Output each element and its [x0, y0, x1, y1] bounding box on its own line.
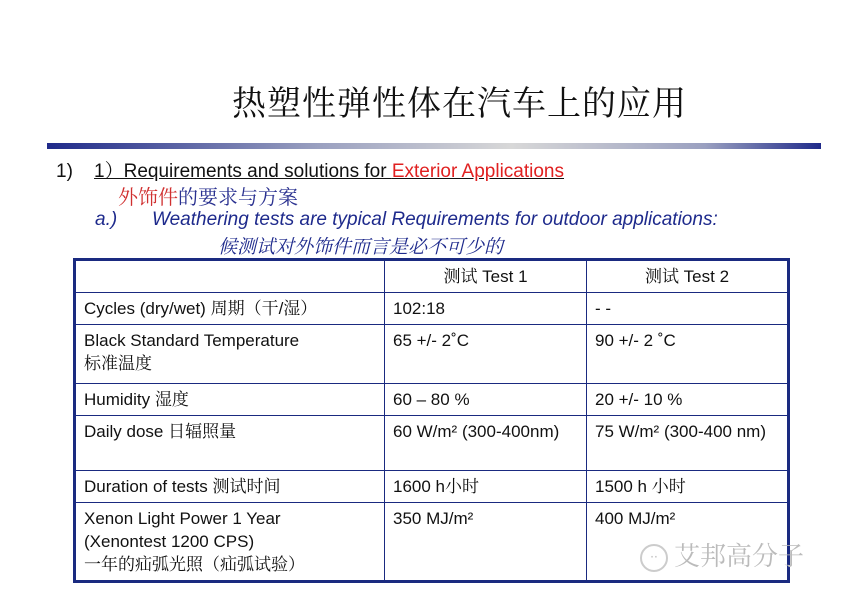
- row-label: [75, 503, 385, 582]
- item-a-cn: 候测试对外饰件而言是必不可少的: [218, 237, 504, 258]
- table-row: [75, 471, 789, 503]
- test2-value: 75 W/m² (300-400 nm): [587, 416, 789, 471]
- label-en: Xenon Light Power 1 Year: [84, 509, 281, 528]
- test2-value: 1500 h 小时: [587, 471, 789, 503]
- row-label: Daily dose 日辐照量: [75, 416, 385, 471]
- wechat-icon: ··: [640, 544, 668, 572]
- section-subheading: [118, 181, 298, 210]
- row-label: [75, 325, 385, 384]
- test1-value: 1600 h小时: [385, 471, 587, 503]
- watermark: [640, 536, 804, 573]
- test1-value: 102:18: [385, 293, 587, 325]
- title-divider: [47, 143, 821, 149]
- heading-number: 1): [56, 161, 73, 182]
- watermark-text: 艾邦高分子: [674, 542, 805, 572]
- test2-value: - -: [587, 293, 789, 325]
- label-en-2: (Xenontest 1200 CPS): [84, 532, 255, 551]
- row-label: Cycles (dry/wet) 周期（干/湿）: [75, 293, 385, 325]
- header-cell: 测试 Test 1: [385, 260, 587, 293]
- test1-value: 60 – 80 %: [385, 384, 587, 416]
- section-heading: [56, 156, 564, 183]
- test1-value: 350 MJ/m²: [385, 503, 587, 582]
- header-cell: 测试 Test 2: [587, 260, 789, 293]
- table-row: [75, 416, 789, 471]
- item-label: a.): [95, 209, 118, 230]
- label-en: Black Standard Temperature: [84, 331, 300, 350]
- subheading-text: 的要求与方案: [178, 185, 298, 209]
- test2-value: 20 +/- 10 %: [587, 384, 789, 416]
- item-text: Weathering tests are typical Requirements for outdoor applications:: [152, 209, 718, 230]
- row-label: Humidity 湿度: [75, 384, 385, 416]
- heading-text: 1）Requirements and solutions for: [94, 161, 392, 182]
- slide-title: 热塑性弹性体在汽车上的应用: [232, 84, 687, 124]
- test-table: [73, 258, 790, 583]
- header-cell: [75, 260, 385, 293]
- heading-highlight: Exterior Applications: [391, 161, 565, 182]
- table-row: [75, 293, 789, 325]
- test1-value: 65 +/- 2˚C: [385, 325, 587, 384]
- table-row: [75, 325, 789, 384]
- subheading-highlight: 外饰件: [118, 185, 178, 209]
- row-label: Duration of tests 测试时间: [75, 471, 385, 503]
- label-cn: 一年的疝弧光照（疝弧试验）: [84, 555, 305, 574]
- item-a: [95, 209, 718, 231]
- test2-value: 400 MJ/m²: [587, 503, 789, 582]
- table-row: [75, 384, 789, 416]
- table-header-row: [75, 260, 789, 293]
- test1-value: 60 W/m² (300-400nm): [385, 416, 587, 471]
- label-cn: 标准温度: [84, 354, 152, 373]
- test2-value: 90 +/- 2 ˚C: [587, 325, 789, 384]
